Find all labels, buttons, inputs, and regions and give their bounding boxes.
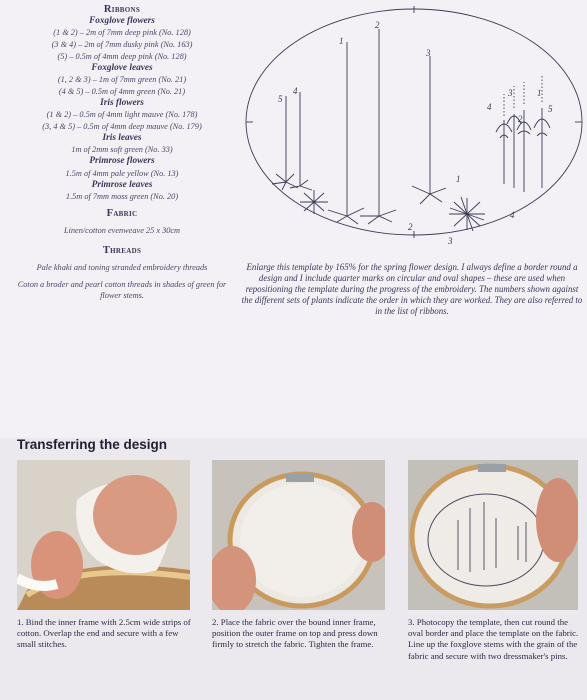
diagram-label: 5 [548,104,553,114]
ribbon-group-title: Iris flowers [100,97,144,108]
ribbon-line: 1.5m of 7mm moss green (No. 20) [65,192,179,202]
diagram-label: 1 [339,36,344,46]
oval-border [246,9,582,235]
template-diagram [242,4,587,254]
diagram-label: 5 [278,94,283,104]
threads-line: Coton a broder and pearl cotton threads in shades of green for flower stems. [17,279,227,301]
materials-list [8,4,236,302]
ribbon-group-title: Iris leaves [102,132,142,143]
ribbon-line: (5) – 0.5m of 4mm deep pink (No. 128) [57,51,187,61]
ribbon-line: 1.5m of 4mm pale yellow (No. 13) [65,168,179,178]
ribbon-group-title: Foxglove flowers [89,15,155,26]
diagram-label: 3 [508,88,513,98]
ribbon-line: (3 & 4) – 2m of 7mm dusky pink (No. 163) [51,40,193,50]
diagram-label: 1 [537,88,542,98]
ribbon-line: (1 & 2) – 2m of 7mm deep pink (No. 128) [53,28,191,38]
ribbons-heading: Ribbons [103,4,141,15]
diagram-label: 2 [375,20,380,30]
fabric-heading: Fabric [106,207,138,219]
diagram-label: 3 [426,48,431,58]
threads-line: Pale khaki and toning stranded embroidery threads [36,263,208,273]
section-title: Transferring the design [17,437,168,452]
ribbon-line: (1 & 2) – 0.5m of 4mm light mauve (No. 178) [46,110,198,120]
primrose-star [300,190,328,214]
step-1-photo [17,460,190,610]
ribbon-line: (1, 2 & 3) – 1m of 7mm green (No. 21) [57,75,187,85]
diagram-label: 4 [510,210,515,220]
fabric-text: Linen/cotton evenweave 25 x 30cm [63,225,181,235]
diagram-label: 3 [448,236,453,246]
leaf-cluster [290,180,312,190]
step-2-text: 2. Place the fabric over the bound inner frame, position the outer frame on top and press down firmly to stretch the fabric. Tighten the frame. [212,617,378,650]
ribbon-line: 1m of 2mm soft green (No. 33) [71,145,173,155]
ribbon-group-title: Foxglove leaves [91,62,153,73]
diagram-label: 4 [293,86,298,96]
ribbon-group-title: Primrose flowers [89,156,155,167]
threads-heading: Threads [102,245,142,257]
diagram-label: 1 [456,174,461,184]
ribbon-line: (3, 4 & 5) – 0.5m of 4mm deep mauve (No. 179) [42,122,202,132]
ribbon-group-title: Primrose leaves [91,179,153,190]
diagram-label: 2 [408,222,413,232]
primrose-star [449,197,485,231]
step-1-text: 1. Bind the inner frame with 2.5cm wide strips of cotton. Overlap the end and secure with a few small stitches. [17,617,191,650]
step-3-text: 3. Photocopy the template, then cut round the oval border and place the template on the fabric. Line up the foxglove stems with the grain of the fabric and secure with two dressmaker's pins. [408,617,579,661]
diagram-label: 2 [518,114,523,124]
leaf-cluster [360,210,396,224]
template-caption: Enlarge this template by 165% for the spring flower design. I always define a border round a design and I include quarter marks on circular and oval shapes – these are used when repositioning the template during the progress of the embroidery. The numbers shown against the different sets of plants indicate the order in which they are worked. They are also referred to in the list of ribbons. [241,262,583,317]
step-2-photo [212,460,385,610]
leaf-cluster [412,186,446,204]
iris-head [500,131,547,138]
template-svg [242,4,587,254]
diagram-label: 4 [487,102,492,112]
step-3-photo [408,460,578,610]
ribbon-line: (4 & 5) – 0.5m of 4mm green (No. 21) [58,86,186,96]
